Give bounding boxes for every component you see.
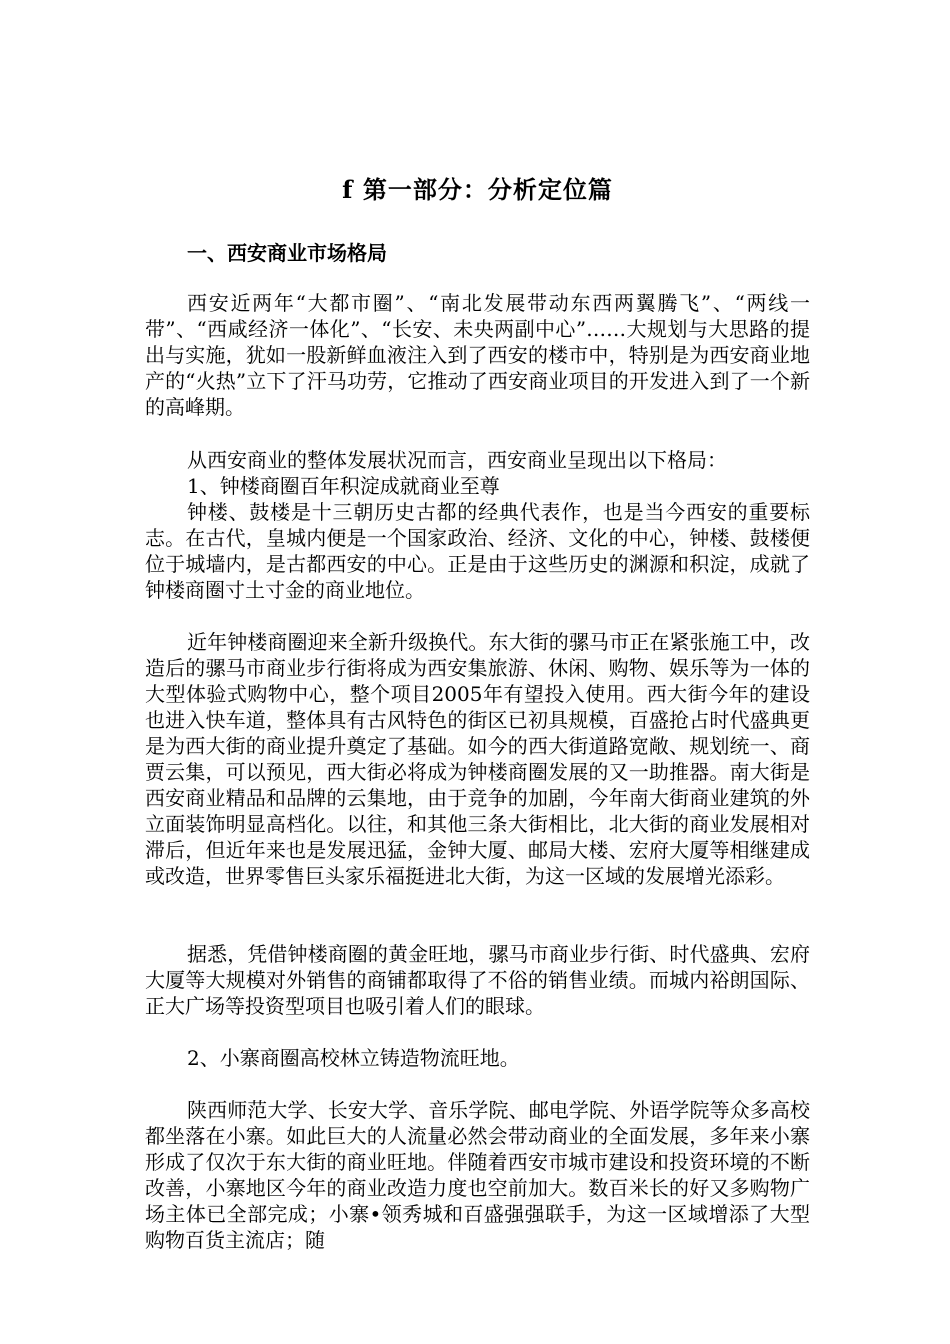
subheading-xiaozhai: 2、小寨商圈高校林立铸造物流旺地。 bbox=[187, 1046, 520, 1070]
paragraph-zhonglou-sales: 据悉，凭借钟楼商圈的黄金旺地，骡马市商业步行街、时代盛典、宏府大厦等大规模对外销售的商铺都取得了不俗的销售业绩。而城内裕朗国际、正大广场等投资型项目也吸引着人们的眼球。 bbox=[145, 942, 810, 1018]
paragraph-zhonglou-history: 钟楼、鼓楼是十三朝历史古都的经典代表作，也是当今西安的重要标志。在古代，皇城内便是一个国家政治、经济、文化的中心，钟楼、鼓楼便位于城墙内，是古都西安的中心。正是由于这些历史的渊源和积淀，成就了钟楼商圈寸土寸金的商业地位。 bbox=[145, 500, 810, 602]
paragraph-xiaozhai: 陕西师范大学、长安大学、音乐学院、邮电学院、外语学院等众多高校都坐落在小寨。如此巨大的人流量必然会带动商业的全面发展，多年来小寨形成了仅次于东大街的商业旺地。伴随着西安市城市建设和投资环境的不断改善，小寨地区今年的商业改造力度也空前加大。数百米长的好又多购物广场主体已全部完成；小寨•领秀城和百盛强强联手，为这一区域增添了大型购物百货主流店；随 bbox=[145, 1098, 810, 1252]
subheading-zhonglou: 1、钟楼商圈百年积淀成就商业至尊 bbox=[187, 474, 500, 498]
paragraph-planning: 西安近两年“大都市圈”、“南北发展带动东西两翼腾飞”、“两线一带”、“西咸经济一体化”、“长安、未央两副中心”……大规划与大思路的提出与实施，犹如一股新鲜血液注入到了西安的楼市中，特别是为西安商业地产的“火热”立下了汗马功劳，它推动了西安商业项目的开发进入到了一个新的高峰期。 bbox=[145, 291, 810, 419]
section-heading: 一、西安商业市场格局 bbox=[187, 241, 387, 265]
document-title: f 第一部分：分析定位篇 bbox=[342, 175, 613, 204]
paragraph-overview: 从西安商业的整体发展状况而言，西安商业呈现出以下格局： bbox=[187, 448, 727, 472]
paragraph-zhonglou-upgrade: 近年钟楼商圈迎来全新升级换代。东大街的骡马市正在紧张施工中，改造后的骡马市商业步行街将成为西安集旅游、休闲、购物、娱乐等为一体的大型体验式购物中心，整个项目2005年有望投入使用。西大街今年的建设也进入快车道，整体具有古风特色的街区已初具规模，百盛抢占时代盛典更是为西大街的商业提升奠定了基础。如今的西大街道路宽敞、规划统一、商贾云集，可以预见，西大街必将成为钟楼商圈发展的又一助推器。南大街是西安商业精品和品牌的云集地，由于竞争的加剧，今年南大街商业建筑的外立面装饰明显高档化。以往，和其他三条大街相比，北大街的商业发展相对滞后，但近年来也是发展迅猛，金钟大厦、邮局大楼、宏府大厦等相继建成或改造，世界零售巨头家乐福挺进北大街，为这一区域的发展增光添彩。 bbox=[145, 630, 810, 888]
